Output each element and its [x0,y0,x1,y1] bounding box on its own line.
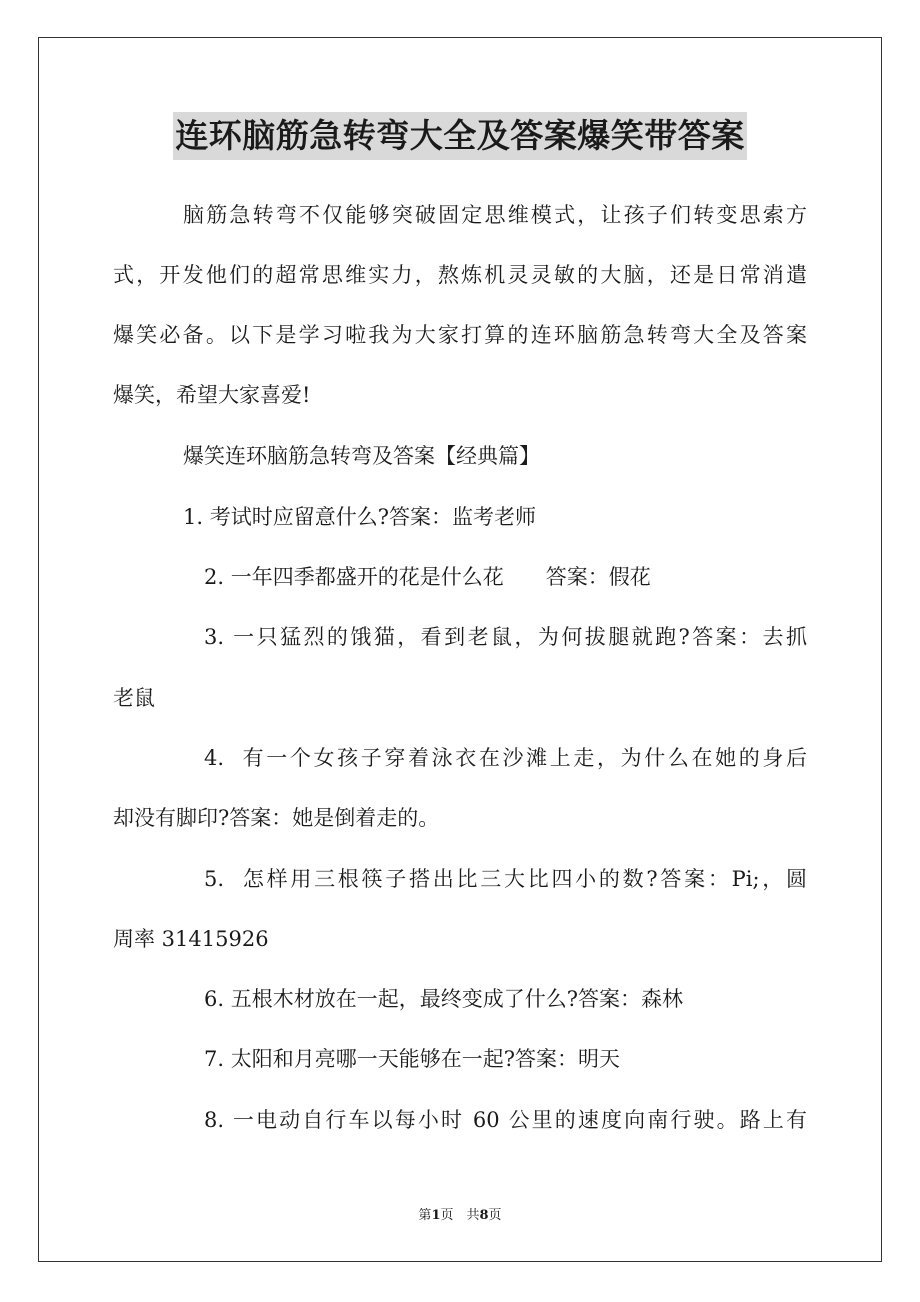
footer-total-pages: 8 [479,1208,489,1223]
paragraph-line: 爆笑，希望大家喜爱! [113,383,311,407]
list-item-continuation: 却没有脚印?答案：她是倒着走的。 [113,806,440,830]
paragraph-line: 爆笑必备。以下是学习啦我为大家打算的连环脑筋急转弯大全及答案 [113,323,807,347]
list-item: 4. 有一个女孩子穿着泳衣在沙滩上走，为什么在她的身后 [204,746,807,770]
title-container [0,112,920,160]
list-item: 7. 太阳和月亮哪一天能够在一起?答案：明天 [204,1047,620,1071]
list-item: 5. 怎样用三根筷子搭出比三大比四小的数?答案：Pi;，圆 [204,867,807,891]
list-item-continuation: 老鼠 [113,686,155,710]
section-heading: 爆笑连环脑筋急转弯及答案【经典篇】 [183,444,540,468]
footer-page-number: 1 [431,1208,441,1223]
list-item: 3. 一只猛烈的饿猫，看到老鼠，为何拔腿就跑?答案：去抓 [204,625,807,649]
paragraph-line: 脑筋急转弯不仅能够突破固定思维模式，让孩子们转变思索方 [183,203,807,227]
page-footer [0,1206,920,1226]
list-item: 1. 考试时应留意什么?答案：监考老师 [183,505,536,529]
list-item: 6. 五根木材放在一起，最终变成了什么?答案：森林 [204,987,683,1011]
paragraph-line: 式，开发他们的超常思维实力，熬炼机灵灵敏的大脑，还是日常消遣 [113,263,807,287]
document-title: 连环脑筋急转弯大全及答案爆笑带答案 [173,112,747,160]
list-item: 2. 一年四季都盛开的花是什么花 答案：假花 [204,565,651,589]
list-item-continuation: 周率 31415926 [113,927,269,951]
footer-suffix: 页 [488,1208,502,1223]
list-item: 8. 一电动自行车以每小时 60 公里的速度向南行驶。路上有 [204,1108,807,1132]
footer-mid: 页 共 [440,1208,480,1223]
footer-prefix: 第 [418,1208,432,1223]
